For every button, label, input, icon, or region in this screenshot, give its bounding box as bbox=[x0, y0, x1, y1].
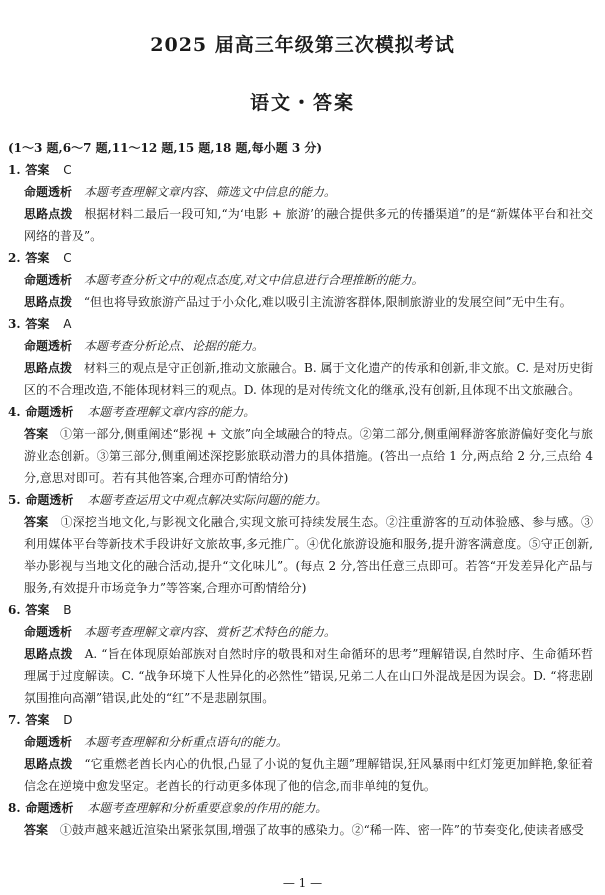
question-7-intent bbox=[8, 731, 593, 753]
answer-text: ①第一部分,侧重阐述“影视 + 文旅”向全域融合的特点。②第二部分,侧重阐释游客旅游偏好变化与旅游业态创新。③第三部分,侧重阐述深挖影旅联动潜力的具体措施。(答出一点给 1 分,两点给 2 分,三点给 4 分,意思对即可。若有其他答案,合理亦可酌情给分) bbox=[24, 427, 593, 485]
question-3-intent bbox=[8, 335, 593, 357]
answer-label: 答案 bbox=[25, 713, 50, 727]
answer-key-title: 语文・答案 bbox=[249, 92, 355, 114]
question-number: 2. bbox=[8, 251, 21, 265]
question-1-intent bbox=[8, 181, 593, 203]
answer-value: A bbox=[63, 317, 72, 331]
intent-text: 本题考查运用文中观点解决实际问题的能力。 bbox=[87, 493, 328, 507]
answer-label: 答案 bbox=[24, 515, 49, 529]
exam-title: 2025 届高三年级第三次模拟考试 bbox=[150, 34, 455, 56]
question-number: 5. bbox=[8, 493, 21, 507]
answer-text: ①鼓声越来越近渲染出紧张氛围,增强了故事的感染力。②“稀一阵、密一阵”的节奏变化,使读者感受 bbox=[59, 823, 584, 837]
intent-label: 命题透析 bbox=[25, 405, 74, 419]
question-number: 1. bbox=[8, 163, 21, 177]
question-4-header bbox=[8, 401, 593, 423]
hint-text: “它重燃老酋长内心的仇恨,凸显了小说的复仇主题”理解错误,狂风暴雨中红灯笼更加鲜艳,象征着信念在逆境中愈发坚定。老酋长的行动更多体现了他的信念,而非单纯的复仇。 bbox=[24, 757, 593, 793]
answer-content bbox=[8, 137, 593, 841]
question-3-header bbox=[8, 313, 593, 335]
intent-text: 本题考查理解和分析重点语句的能力。 bbox=[83, 735, 288, 749]
intent-text: 本题考查理解文章内容、赏析艺术特色的能力。 bbox=[83, 625, 336, 639]
intent-label: 命题透析 bbox=[25, 493, 74, 507]
question-5-header bbox=[8, 489, 593, 511]
answer-value: B bbox=[63, 603, 72, 617]
intent-text: 本题考查理解文章内容的能力。 bbox=[87, 405, 256, 419]
intent-label: 命题透析 bbox=[24, 185, 73, 199]
answer-text: ①深挖当地文化,与影视文化融合,实现文旅可持续发展生态。②注重游客的互动体验感、参与感。③利用媒体平台等新技术手段讲好文旅故事,多元推广。④优化旅游设施和服务,提升游客满意度。⑤守正创新,举办影视与当地文化的融合活动,提升“文化味儿”。(每点 2 分,答出任意三点即可。若答“开发差异化产品与服务,有效提升市场竞争力”等答案,合理亦可酌情给分) bbox=[24, 515, 593, 595]
intent-label: 命题透析 bbox=[24, 735, 73, 749]
hint-label: 思路点拨 bbox=[24, 757, 73, 771]
question-4-answer bbox=[8, 423, 593, 489]
intent-label: 命题透析 bbox=[24, 273, 73, 287]
question-number: 7. bbox=[8, 713, 21, 727]
hint-text: A. “旨在体现原始部族对自然时序的敬畏和对生命循环的思考”理解错误,自然时序、生命循环哲理属于过度解读。C. “战争环境下人性异化的必然性”错误,兄弟二人在山口外混战是因为误会。D. “将悲剧氛围推向高潮”错误,此处的“红”不是悲剧氛围。 bbox=[24, 647, 593, 705]
hint-text: “但也将导致旅游产品过于小众化,难以吸引主流游客群体,限制旅游业的发展空间”无中生有。 bbox=[83, 295, 572, 309]
question-7-header bbox=[8, 709, 593, 731]
question-2-hint bbox=[8, 291, 593, 313]
scoring-note: (1～3 题,6～7 题,11～12 题,15 题,18 题,每小题 3 分) bbox=[8, 141, 323, 155]
intent-label: 命题透析 bbox=[24, 339, 73, 353]
question-3-hint bbox=[8, 357, 593, 401]
hint-label: 思路点拨 bbox=[24, 647, 73, 661]
question-number: 4. bbox=[8, 405, 21, 419]
question-2-header bbox=[8, 247, 593, 269]
hint-label: 思路点拨 bbox=[24, 295, 73, 309]
answer-value: C bbox=[63, 251, 72, 265]
question-number: 8. bbox=[8, 801, 21, 815]
question-8-answer bbox=[8, 819, 593, 841]
intent-label: 命题透析 bbox=[24, 625, 73, 639]
question-1-hint bbox=[8, 203, 593, 247]
answer-label: 答案 bbox=[24, 427, 49, 441]
question-1-header bbox=[8, 159, 593, 181]
question-2-intent bbox=[8, 269, 593, 291]
question-6-hint bbox=[8, 643, 593, 709]
question-7-hint bbox=[8, 753, 593, 797]
answer-value: D bbox=[63, 713, 73, 727]
intent-text: 本题考查分析文中的观点态度,对文中信息进行合理推断的能力。 bbox=[83, 273, 424, 287]
answer-label: 答案 bbox=[25, 317, 50, 331]
hint-text: 根据材料二最后一段可知,“为‘电影 + 旅游’的融合提供多元的传播渠道”的是“新媒体平台和社交网络的普及”。 bbox=[24, 207, 593, 243]
question-6-header bbox=[8, 599, 593, 621]
intent-text: 本题考查理解和分析重要意象的作用的能力。 bbox=[87, 801, 328, 815]
answer-label: 答案 bbox=[25, 251, 50, 265]
question-number: 3. bbox=[8, 317, 21, 331]
question-number: 6. bbox=[8, 603, 21, 617]
answer-label: 答案 bbox=[25, 163, 50, 177]
intent-text: 本题考查理解文章内容、筛选文中信息的能力。 bbox=[83, 185, 336, 199]
answer-label: 答案 bbox=[25, 603, 50, 617]
hint-label: 思路点拨 bbox=[24, 207, 73, 221]
intent-label: 命题透析 bbox=[25, 801, 74, 815]
hint-label: 思路点拨 bbox=[24, 361, 73, 375]
hint-text: 材料三的观点是守正创新,推动文旅融合。B. 属于文化遗产的传承和创新,非文旅。C. 是对历史街区的不合理改造,不能体现材料三的观点。D. 体现的是对传统文化的继承,没有创新,且体现不出文旅融合。 bbox=[24, 361, 593, 397]
question-8-header bbox=[8, 797, 593, 819]
answer-label: 答案 bbox=[24, 823, 49, 837]
intent-text: 本题考查分析论点、论据的能力。 bbox=[83, 339, 264, 353]
answer-value: C bbox=[63, 163, 72, 177]
question-6-intent bbox=[8, 621, 593, 643]
page-number: — 1 — bbox=[282, 876, 323, 890]
question-5-answer bbox=[8, 511, 593, 599]
